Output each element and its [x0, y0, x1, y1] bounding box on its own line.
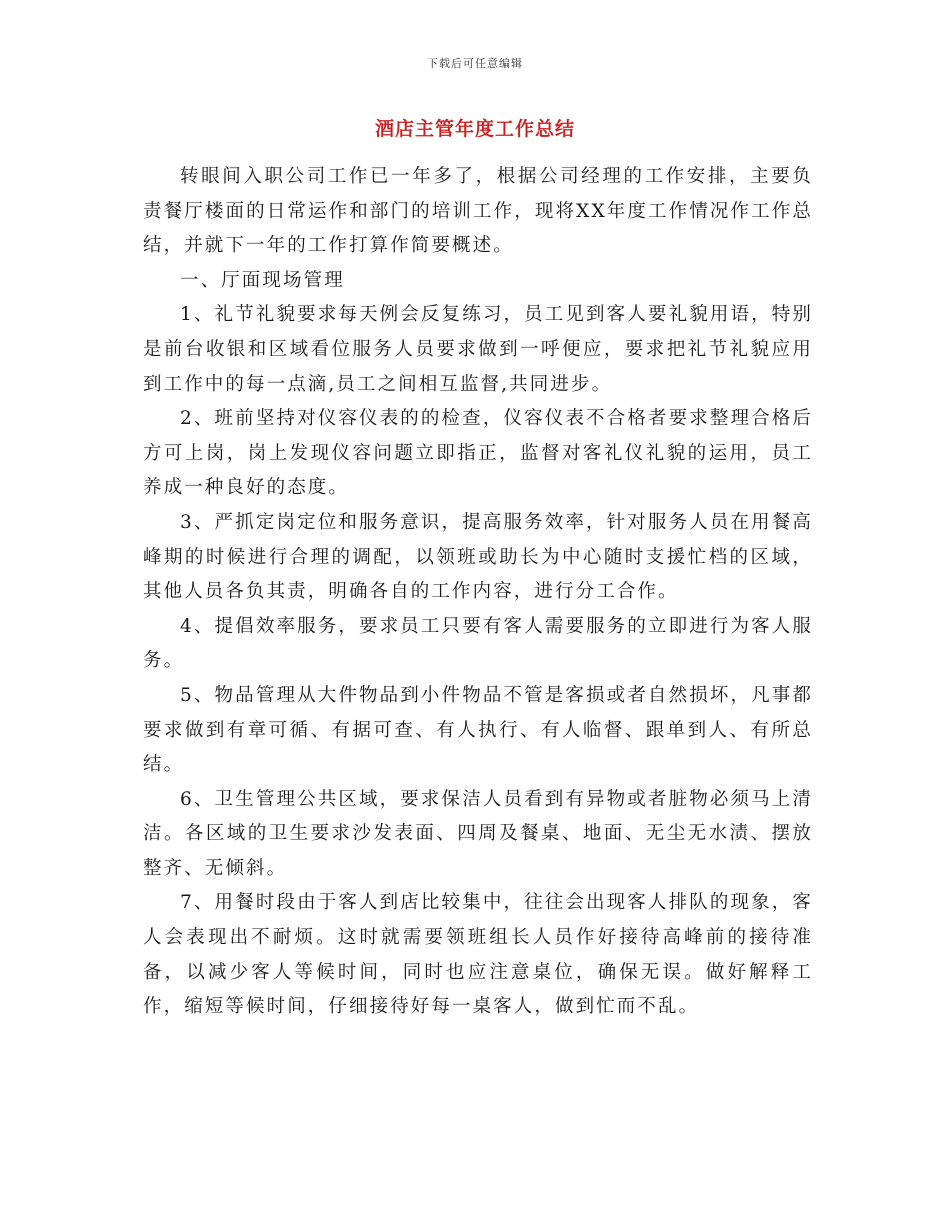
paragraph-item-6: 6、卫生管理公共区域，要求保洁人员看到有异物或者脏物必须马上清洁。各区域的卫生要求沙发表面、四周及餐桌、地面、无尘无水渍、摆放整齐、无倾斜。 — [143, 788, 813, 879]
paragraph-item-2: 2、班前坚持对仪容仪表的的检查，仪容仪表不合格者要求整理合格后方可上岗，岗上发现仪容问题立即指正，监督对客礼仪礼貌的运用，员工养成一种良好的态度。 — [143, 408, 813, 499]
document-title: 酒店主管年度工作总结 — [374, 118, 575, 140]
header-note: 下载后可任意编辑 — [427, 57, 523, 70]
paragraph-item-3: 3、严抓定岗定位和服务意识，提高服务效率，针对服务人员在用餐高峰期的时候进行合理的调配，以领班或助长为中心随时支援忙档的区域，其他人员各负其责，明确各自的工作内容，进行分工合作。 — [143, 511, 813, 603]
section-heading: 一、厅面现场管理 — [180, 269, 345, 291]
paragraph-item-4: 4、提倡效率服务，要求员工只要有客人需要服务的立即进行为客人服务。 — [143, 615, 813, 672]
paragraph-item-5: 5、物品管理从大件物品到小件物品不管是客损或者自然损坏，凡事都要求做到有章可循、有据可查、有人执行、有人临督、跟单到人、有所总结。 — [143, 684, 813, 776]
paragraph-item-1: 1、礼节礼貌要求每天例会反复练习，员工见到客人要礼貌用语，特别是前台收银和区域看位服务人员要求做到一呼便应，要求把礼节礼貌应用到工作中的每一点滴,员工之间相互监督,共同进步。 — [143, 304, 813, 395]
paragraph-item-7: 7、用餐时段由于客人到店比较集中，往往会出现客人排队的现象，客人会表现出不耐烦。这时就需要领班组长人员作好接待高峰前的接待准备，以减少客人等候时间，同时也应注意桌位，确保无误。做好解释工作，缩短等候时间，仔细接待好每一桌客人，做到忙而不乱。 — [143, 892, 813, 1018]
document-body — [143, 160, 813, 1025]
paragraph-intro: 转眼间入职公司工作已一年多了，根据公司经理的工作安排，主要负责餐厅楼面的日常运作和部门的培训工作，现将XX年度工作情况作工作总结，并就下一年的工作打算作简要概述。 — [143, 166, 813, 257]
